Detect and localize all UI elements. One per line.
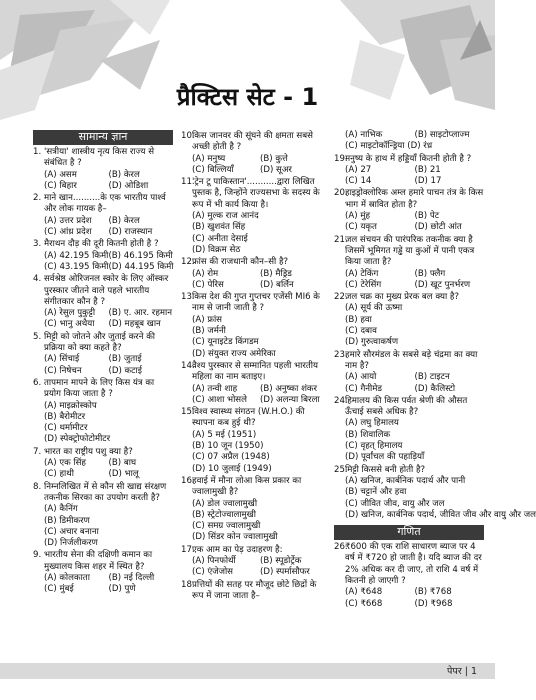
question-text: मैराथन दौड़ की दूरी कितनी होती है ? [44,239,159,250]
answer-option: (A) नाभिक [345,130,383,140]
answer-option: (C) 07 अप्रैल (1948) [192,452,270,463]
answer-option: (C) आशा भोसले [192,394,247,405]
question-text: पत्तियों की सतह पर मौजूद छोटे छिद्रों के रूप में जाना जाता है– [192,579,317,601]
question-item [334,350,484,395]
question-stem [33,447,173,458]
answer-option: (C) 43.195 किमी [44,261,109,272]
question-text: एक आम का पेड़ उदाहरण है: [192,544,283,555]
question-stem [181,257,328,268]
question-text: निम्नलिखित में से कौन सी खाद्य संरक्षण तकनीक सिरका का उपयोग करती है? [44,481,167,503]
question-stem [181,476,328,499]
answer-option: (A) मुल्क राज आनंद [192,211,259,222]
answer-option: (B) बैरोमीटर [44,411,86,422]
question-item [181,361,328,406]
question-stem [181,580,328,603]
question-stem [33,193,173,216]
question-number: 15. [181,407,195,418]
question-text: 'ट्रेन टू पाकिस्तान'...........द्वारा लिखित पुस्तक है, जिन्होंने राज्यसभा के सदस्य के रूप में भी कार्य किया है। [192,177,320,210]
question-item [181,476,328,544]
answer-option: (C) अचार बनाना [44,526,99,537]
section-heading-gk: सामान्य ज्ञान [33,130,173,145]
answer-options [181,211,328,256]
answer-options [33,504,173,549]
question-number: 19. [334,153,348,164]
answer-options [334,475,536,521]
question-number: 21. [334,234,348,245]
answer-option: (C) मुंबई [44,584,74,595]
question-number: 7. [33,446,42,457]
question-text: हवाई में मौना लोआ किस प्रकार का ज्वालामुखी है? [192,475,302,498]
answer-option: (A) टेकिंग [345,268,379,279]
answer-options [181,384,328,407]
answer-option: (B) हवा [345,314,372,325]
question-text: हाइड्रोक्लोरिक अम्ल हमारे पाचन तंत्र के किस भाग में स्रावित होता है? [345,188,484,210]
question-text: तापमान मापने के लिए किस यंत्र का प्रयोग किया जाता है ? [44,377,155,400]
question-number: 26. [334,542,348,553]
question-number: 4. [33,274,42,285]
question-stem [181,131,328,154]
question-number: 25. [334,464,348,475]
answer-option: (D) भालू [108,469,139,480]
answer-options [33,170,173,193]
question-stem [334,465,484,476]
answer-option: (C) माइटोकॉन्ड्रिया (D) रंध्र [345,141,433,152]
answer-option: (D) स्पेक्ट्रोफोटोमीटर [44,434,111,445]
question-number: 6. [33,377,42,388]
question-item [33,193,173,238]
question-stem [33,274,173,308]
question-stem [181,407,328,430]
answer-option: (A) माइक्रोस्कोप [44,400,97,411]
question-text: माने खान..........के एक भारतीय पार्श्व और लोक गायक है– [44,193,166,215]
answer-option: (A) 5 मई (1951) [192,429,257,440]
answer-option: (C) निषेचन [44,365,82,376]
answer-option: (A) आयो [345,372,377,383]
answer-option: (A) सिंचाई [44,354,80,365]
answer-option: (A) रेसुल पुकुट्टी [44,308,96,319]
answer-option: (C) 14 [345,176,372,187]
question-stem [33,378,173,401]
question-item [181,131,328,176]
answer-option: (C) टेरेसिंग [345,279,382,290]
question-item [33,378,173,446]
answer-option: (B) मैड्रिड [260,268,292,279]
question-item [33,550,173,595]
question-number: 17. [181,544,195,555]
answer-options [33,354,173,377]
answer-option: (D) खूट पुनर्भरण [414,279,471,290]
question-text: जल चक्र का मुख्य प्रेरक बल क्या है? [345,292,460,303]
answer-option: (D) संयुक्त राज्य अमेरिका [192,348,276,359]
question-text: किस देश की गुप्त गुप्तचर एजेंसी MI6 के नाम से जानी जाती है ? [192,292,320,314]
answer-option: (C) गैनीमेड [345,383,383,394]
answer-options [334,211,484,234]
answer-option: (B) कुत्ते [260,153,288,164]
question-stem [181,361,328,384]
answer-option: (D) विक्रम सेठ [192,244,241,255]
answer-option: (A) कैनिंग [44,504,78,515]
answer-option: (C) एंजेजोस [192,567,233,578]
answer-option: (B) बाघ [108,458,137,469]
answer-option: (A) असम [44,169,77,180]
answer-option: (B) केरल [108,169,140,180]
answer-options [181,154,328,177]
answer-option: (D) सूअर [260,164,292,175]
footer-page-label: पेपर | 1 [447,666,477,677]
question-item [181,292,328,360]
question-stem [33,332,173,355]
question-item [181,177,328,256]
answer-option: (D) 10 जुलाई (1949) [192,463,272,474]
answer-option: (C) आंध्र प्रदेश [44,227,92,238]
question-item [33,239,173,273]
answer-option: (A) उत्तर प्रदेश [44,215,92,226]
question-text: फ्रांस की राजधानी कौन–सी है? [192,257,289,268]
answer-option: (D) कटाई [108,365,142,376]
answer-option: (C) यकृत [345,222,377,233]
answer-option: (C) अनीता देसाई [192,233,248,244]
answer-option: (D) ₹968 [414,598,453,609]
answer-option: (D) स्पर्मासौफर [260,567,310,578]
question-item [33,332,173,377]
question-item [334,292,484,348]
answer-option: (A) तन्वी शाह [192,383,238,394]
question-item [334,542,484,610]
answer-options [334,418,484,463]
question-number: 13. [181,292,195,303]
question-item [334,235,484,291]
answer-options [181,269,328,292]
answer-option: (A) मुंह [345,211,371,222]
question-stem [33,147,173,170]
question-text: भारत का राष्ट्रीय पशु क्या है? [44,446,133,457]
question-number: 2. [33,193,42,204]
answer-option: (B) जुताई [108,354,142,365]
answer-option: (B) साइटोप्लाज्म [414,130,470,140]
question-item [181,257,328,291]
answer-option: (A) एक सिंह [44,458,86,469]
question-number: 12. [181,257,195,268]
answer-option: (D) अलन्या बिरला [260,394,320,405]
answer-option: (D) पुणे [108,584,136,595]
answer-option: (B) फ्लैग [414,268,446,279]
answer-option: (B) पेट [414,211,440,222]
answer-option: (A) ₹648 [345,587,383,598]
question-stem [334,188,484,211]
question-stem [33,239,173,250]
question-text: किस जानवर की सूंघने की क्षमता सबसे अच्छी होती है ? [192,131,313,153]
question-item [181,407,328,475]
answer-option: (C) वृहत् हिमालय [345,441,403,452]
answer-option: (C) जीवित जीव, वायु और जल [345,498,445,509]
answer-option: (B) 46.195 किमी [108,250,173,261]
answer-option: (A) खनिज, कार्बनिक पदार्थ और पानी [345,475,466,486]
answer-options [334,587,484,610]
question-item [33,447,173,481]
answer-option: (C) हाथी [44,469,74,480]
answer-options [181,430,328,475]
answer-option: (C) भानु अथैया [44,319,95,330]
question-item [334,188,484,233]
question-number: 23. [334,349,348,360]
question-text: वैश्य पुरस्कार से सम्मानित पहली भारतीय महिला का नाम बताइए। [192,360,318,383]
answer-option: (D) महबूब खान [108,319,161,330]
answer-option: (D) 44.195 किमी [108,261,174,272]
answer-options [334,303,484,348]
column-2 [181,130,328,602]
answer-option: (B) खुशवंत सिंह [192,222,246,233]
answer-option: (A) कोलकाता [44,572,90,583]
question-text: हमारे सौरमंडल के सबसे बड़े चंद्रमा का क्या नाम है? [345,349,478,371]
answer-option: (D) गुरुत्वाकर्षण [345,337,399,348]
question-item [33,274,173,330]
question-text: हिमालय की किस पर्वत श्रेणी की औसत ऊँचाई सबसे अधिक है? [345,395,468,418]
answer-option: (A) लघु हिमालय [345,418,399,429]
answer-option: (B) स्पूडोर्ट्रेक [260,555,302,566]
question-stem [334,396,484,419]
question-text: मिट्टी को जोतने और जुताई करने की प्रक्रिया को क्या कहते है? [44,331,156,354]
answer-option: (A) 42.195 किमी [44,250,109,261]
answer-option: (B) ए. आर. रहमान [108,308,173,319]
question-number: 16. [181,475,195,486]
answer-option: (A) मनुष्य [192,153,226,164]
question-number: 14. [181,360,195,371]
answer-option: (C) दबाव [345,326,377,337]
answer-option: (C) समग्र ज्वालामुखी [192,521,261,532]
answer-option: (B) 10 जून (1950) [192,441,264,452]
question-stem [334,154,484,165]
question-item [334,154,484,188]
column-3 [334,130,536,610]
question-item [33,482,173,550]
question-text: विश्व स्वास्थ्य संगठन (W.H.O.) की स्थापना कब हुई थी? [192,407,305,429]
answer-option: (D) खनिज, कार्बनिक पदार्थ, जीवित जीव और वायु और जल [345,509,536,520]
answer-option: (D) कैलिस्टो [414,383,456,394]
page-title: प्रैक्टिस सेट - 1 [176,83,319,111]
question-item [181,580,328,603]
answer-options [33,251,173,274]
question-text: ₹600 की एक राशि साधारण ब्याज पर 4 वर्ष में ₹720 हो जाती है। यदि ब्याज की दर 2% अधिक कर दी जाए, तो राशि 4 वर्ष में कितनी हो जाएगी ? [345,542,482,586]
question-text: 'सत्रीया' शास्त्रीय नृत्य किस राज्य से संबंधित है ? [44,147,155,169]
answer-option: (D) छोटी आंत [414,222,462,233]
answer-option: (C) बिल्लियाँ [192,164,234,175]
question-item [334,130,484,153]
question-number: 3. [33,239,42,250]
answer-option: (D) पूर्वांचल की पहाड़ियाँ [345,452,425,463]
question-number: 5. [33,331,42,342]
question-text: मनुष्य के हाथ में हड्डियाँ कितनी होती है ? [345,153,472,164]
answer-options [334,269,484,292]
page-footer [0,663,495,679]
question-stem [33,482,173,505]
answer-options [33,458,173,481]
answer-option: (B) अनुष्का शंकर [260,383,318,394]
question-stem [334,235,484,269]
answer-option: (C) ₹668 [345,598,383,609]
question-stem [334,542,484,587]
question-stem [181,292,328,315]
answer-options [334,372,484,395]
question-stem [181,177,328,211]
header-banner [0,0,495,120]
answer-option: (B) चट्टानें और हवा [345,487,407,498]
question-number: 11. [181,177,195,188]
question-number: 8. [33,481,42,492]
answer-option: (A) सूर्य की ऊष्मा [345,303,403,314]
question-number: 20. [334,188,348,199]
question-stem [334,292,484,303]
answer-option: (B) डिमीकरण [44,515,90,526]
answer-option: (A) पिनफोर्थी [192,555,236,566]
answer-option: (C) थर्मामीटर [44,423,88,434]
column-1 [33,130,173,596]
answer-options [181,499,328,544]
answer-option: (A) रोम [192,268,219,279]
answer-option: (B) ₹768 [414,587,452,598]
answer-option: (B) शिवालिक [345,429,391,440]
answer-option: (B) 21 [414,164,441,175]
question-stem [181,545,328,556]
answer-option: (D) 17 [414,176,442,187]
answer-options [181,315,328,360]
answer-options [181,556,328,579]
question-number: 18. [181,579,195,590]
answer-options [334,130,484,153]
question-number: 9. [33,550,42,561]
answer-option: (C) पेरिस [192,279,224,290]
answer-option: (A) डोल ज्वालामुखी [192,498,258,509]
answer-options [334,165,484,188]
answer-options [33,308,173,331]
question-stem [334,350,484,373]
answer-options [33,216,173,239]
question-text: जल संचयन की पारंपरिक तकनीक क्या है जिसमें भूमिगत गड्ढे या कुओं में पानी एकत्र किया जाता है? [345,234,475,268]
question-item [334,396,484,464]
answer-option: (D) निर्जलीकरण [44,538,98,549]
question-text: भारतीय सेना की दक्षिणी कमान का मुख्यालय किस शहर में स्थित है? [44,550,153,572]
question-item [334,464,536,521]
section-heading-math: गणित [334,525,484,540]
answer-option: (D) ओडिशा [108,180,149,191]
question-number: 10. [181,131,195,141]
answer-options [33,401,173,446]
question-number: 24. [334,395,348,406]
answer-option: (C) बिहार [44,180,77,191]
answer-option: (D) सिंडर कोन ज्वालामुखी [192,532,278,543]
answer-option: (D) राजस्थान [108,227,153,238]
answer-option: (A) फ्रांस [192,314,222,325]
answer-option: (B) टाइटन [414,372,450,383]
answer-option: (A) 27 [345,164,372,175]
answer-options [33,573,173,596]
answer-option: (B) स्ट्रेटोज्वालामुखी [192,509,256,520]
question-text: सर्वश्रेष्ठ ओरिजनल स्कोर के लिए ऑस्कर पुरस्कार जीतने वाले पहले भारतीय संगीतकार कौन है ? [44,274,169,307]
question-number: 22. [334,292,348,303]
question-item [33,147,173,192]
answer-option: (B) केरल [108,215,140,226]
answer-option: (B) जर्मनी [192,326,226,337]
answer-option: (C) यूनाइटेड किंगडम [192,337,259,348]
answer-option: (D) बर्लिन [260,279,294,290]
question-item [181,545,328,579]
answer-option: (B) नई दिल्ली [108,572,155,583]
question-text: मिट्टी किससे बनी होती है? [345,464,426,475]
question-stem [33,550,173,573]
question-number: 1. [33,147,42,157]
